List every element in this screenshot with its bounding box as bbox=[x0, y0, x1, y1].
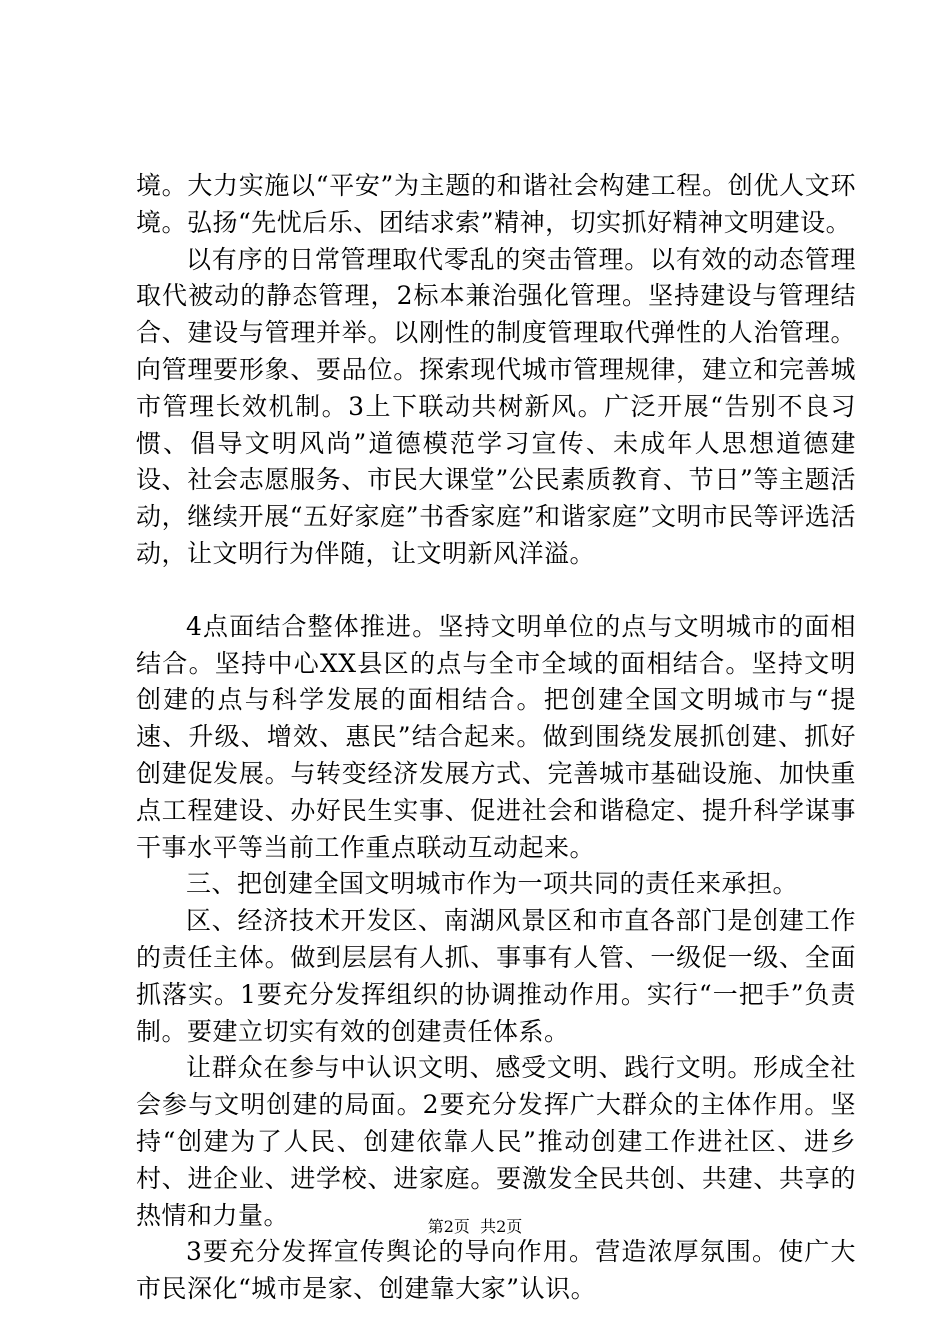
page-number: 第2页 共2页 bbox=[427, 1217, 523, 1236]
page-footer bbox=[0, 1217, 950, 1237]
paragraph-point-area: 4点面结合整体推进。坚持文明单位的点与文明城市的面相结合。坚持中心XX县区的点与全市全域的面相结合。坚持文明创建的点与科学发展的面相结合。把创建全国文明城市与“提速、升级、增效、惠民”结合起来。做到围绕发展抓创建、抓好创建促发展。与转变经济发展方式、完善城市基础设施、加快重点工程建设、办好民生实事、促进社会和谐稳定、提升科学谋事干事水平等当前工作重点联动互动起来。 bbox=[136, 611, 856, 862]
paragraph-management: 以有序的日常管理取代零乱的突击管理。以有效的动态管理取代被动的静态管理，2标本兼治强化管理。坚持建设与管理结合、建设与管理并举。以刚性的制度管理取代弹性的人治管理。向管理要形象、要品位。探索现代城市管理规律，建立和完善城市管理长效机制。3上下联动共树新风。广泛开展“告别不良习惯、倡导文明风尚”道德模范学习宣传、未成年人思想道德建设、社会志愿服务、市民大课堂”公民素质教育、节日”等主题活动，继续开展“五好家庭”书香家庭”和谐家庭”文明市民等评选活动，让文明行为伴随，让文明新风洋溢。 bbox=[136, 244, 856, 568]
paragraph-publicity: 3要充分发挥宣传舆论的导向作用。营造浓厚氛围。使广大市民深化“城市是家、创建靠大家”认识。 bbox=[136, 1237, 856, 1304]
section-heading-three: 三、把创建全国文明城市作为一项共同的责任来承担。 bbox=[186, 869, 799, 899]
paragraph-responsibility: 区、经济技术开发区、南湖风景区和市直各部门是创建工作的责任主体。做到层层有人抓、事事有人管、一级促一级、全面抓落实。1要充分发挥组织的协调推动作用。实行“一把手”负责制。要建立切实有效的创建责任体系。 bbox=[136, 906, 856, 1046]
paragraph-public-participation: 让群众在参与中认识文明、感受文明、践行文明。形成全社会参与文明创建的局面。2要充分发挥广大群众的主体作用。坚持“创建为了人民、创建依靠人民”推动创建工作进社区、进乡村、进企业、进学校、进家庭。要激发全民共创、共建、共享的热情和力量。 bbox=[136, 1053, 856, 1230]
paragraph-continuation: 境。大力实施以“平安”为主题的和谐社会构建工程。创优人文环境。弘扬“先忧后乐、团结求索”精神，切实抓好精神文明建设。 bbox=[136, 171, 856, 237]
body-text bbox=[136, 168, 856, 1308]
